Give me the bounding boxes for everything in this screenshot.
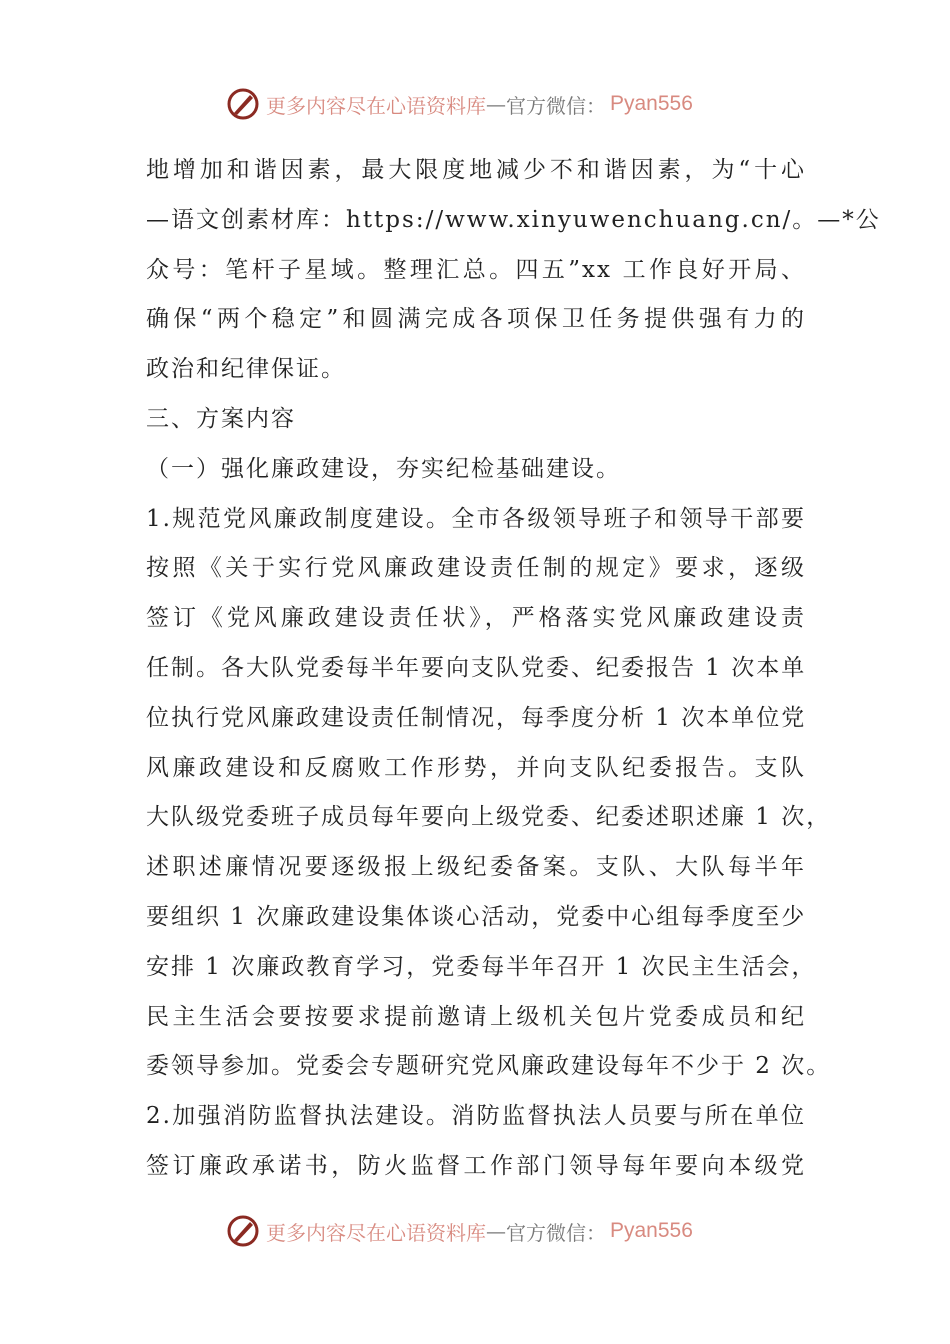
- text-line: 要组织 1 次廉政建设集体谈心活动，党委中心组每季度至少: [146, 904, 807, 930]
- text-line: 确保“两个稳定”和圆满完成各项保卫任务提供强有力的: [146, 306, 806, 333]
- text-line: 任制。各大队党委每半年要向支队党委、纪委报告 1 次本单: [146, 655, 807, 681]
- pen-logo-icon: [226, 87, 260, 121]
- text-line: 按照《关于实行党风廉政建设责任制的规定》要求，逐级: [146, 555, 806, 582]
- text-line: （一）强化廉政建设，夯实纪检基础建设。: [146, 455, 621, 482]
- text-line: 述职述廉情况要逐级报上级纪委备案。支队、大队每半年: [146, 854, 806, 881]
- header-watermark: [226, 84, 693, 124]
- text-line: 民主生活会要按要求提前邀请上级机关包片党委成员和纪: [146, 1003, 806, 1030]
- watermark-site: 更多内容尽在心语资料库: [266, 93, 486, 118]
- text-line: 签订廉政承诺书，防火监督工作部门领导每年要向本级党: [146, 1153, 806, 1179]
- watermark-id: Pyan556: [610, 1219, 693, 1242]
- text-line: 三、方案内容: [146, 406, 296, 432]
- text-line: 政治和纪律保证。: [146, 356, 346, 383]
- watermark-dash: —: [486, 1219, 506, 1243]
- text-line: 风廉政建设和反腐败工作形势，并向支队纪委报告。支队: [146, 754, 806, 781]
- text-line: 委领导参加。党委会专题研究党风廉政建设每年不少于 2 次。: [146, 1053, 832, 1080]
- text-line: 位执行党风廉政建设责任制情况，每季度分析 1 次本单位党: [146, 704, 807, 731]
- text-line: 安排 1 次廉政教育学习，党委每半年召开 1 次民主生活会，: [146, 953, 817, 980]
- watermark-label: 官方微信：: [506, 93, 606, 118]
- text-line: 地增加和谐因素，最大限度地减少不和谐因素，为“十心: [146, 157, 806, 183]
- footer-watermark: [226, 1211, 693, 1251]
- pen-logo-icon: [226, 1214, 260, 1248]
- text-line: 1.规范党风廉政制度建设。全市各级领导班子和领导干部要: [146, 505, 806, 532]
- watermark-id: Pyan556: [610, 92, 693, 115]
- watermark-label: 官方微信：: [506, 1220, 606, 1245]
- watermark-site: 更多内容尽在心语资料库: [266, 1220, 486, 1245]
- text-line: 签订《党风廉政建设责任状》，严格落实党风廉政建设责: [146, 605, 806, 632]
- text-line: 2.加强消防监督执法建设。消防监督执法人员要与所在单位: [146, 1103, 806, 1130]
- text-line: —语文创素材库：https://www.xinyuwenchuang.cn/。—*公: [146, 206, 881, 233]
- text-line: 大队级党委班子成员每年要向上级党委、纪委述职述廉 1 次，: [146, 804, 832, 831]
- text-line: 众号：笔杆子星域。整理汇总。四五”xx 工作良好开局、: [146, 256, 806, 283]
- watermark-dash: —: [486, 92, 506, 116]
